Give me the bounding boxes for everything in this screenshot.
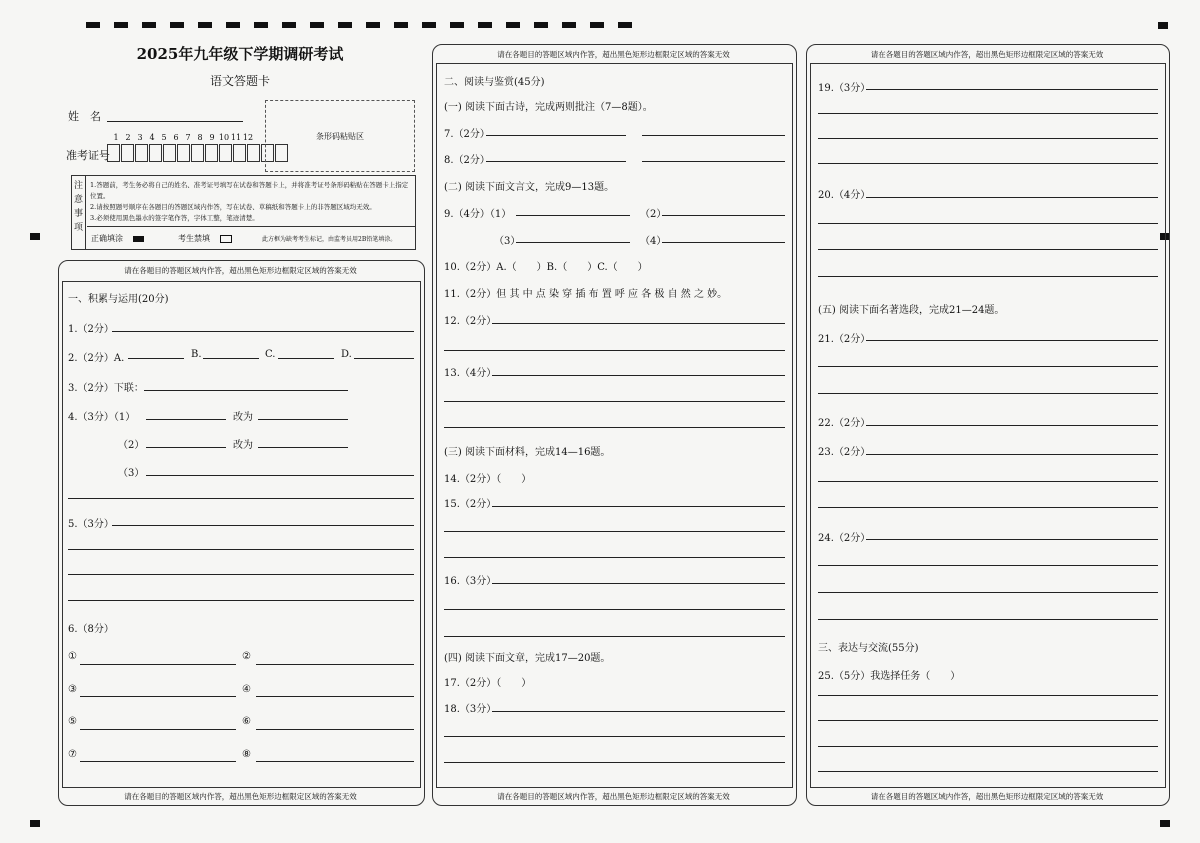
answer-line[interactable] [866, 425, 1158, 426]
answer-line[interactable] [146, 419, 226, 420]
question-label: 12.（2分） [444, 316, 497, 327]
answer-line[interactable] [144, 390, 348, 391]
corner-mark [1160, 820, 1170, 827]
change-label: 改为 [233, 412, 253, 423]
answer-line[interactable] [444, 736, 785, 737]
option-label: D. [341, 349, 352, 360]
answer-line[interactable] [818, 366, 1158, 367]
question-label: 2.（2分）A. [68, 353, 125, 364]
answer-line[interactable] [146, 447, 226, 448]
answer-line[interactable] [492, 583, 785, 584]
answer-line[interactable] [444, 636, 785, 637]
answer-line[interactable] [444, 531, 785, 532]
question-label: 24.（2分） [818, 533, 871, 544]
answer-line[interactable] [818, 565, 1158, 566]
answer-line[interactable] [80, 696, 236, 697]
answer-line[interactable] [662, 242, 785, 243]
question-label: 11.（2分）但 其 中 点 染 穿 插 布 置 呼 应 各 极 自 然 之 妙。 [444, 289, 728, 300]
answer-line[interactable] [866, 454, 1158, 455]
question-label: （4） [640, 236, 667, 247]
answer-line[interactable] [642, 135, 785, 136]
section-title: 三、表达与交流(55分) [818, 643, 919, 654]
panel-caption: 请在各题目的答题区域内作答，超出黑色矩形边框限定区域的答案无效 [497, 50, 730, 59]
panel-caption: 请在各题目的答题区域内作答，超出黑色矩形边框限定区域的答案无效 [497, 792, 730, 801]
panel-caption: 请在各题目的答题区域内作答，超出黑色矩形边框限定区域的答案无效 [124, 792, 357, 801]
question-label: 16.（3分） [444, 576, 497, 587]
answer-line[interactable] [818, 481, 1158, 482]
question-label: 19.（3分） [818, 83, 871, 94]
answer-line[interactable] [80, 761, 236, 762]
subsection-title: (四) 阅读下面文章，完成17—20题。 [444, 653, 611, 664]
answer-line[interactable] [486, 161, 626, 162]
answer-line[interactable] [112, 331, 414, 332]
answer-line[interactable] [444, 401, 785, 402]
blank-number: ⑧ [242, 749, 251, 760]
subsection-title: (一) 阅读下面古诗，完成两则批注（7—8题）。 [444, 102, 653, 113]
card-subtitle: 语文答题卡 [209, 74, 270, 88]
answer-line[interactable] [68, 574, 414, 575]
answer-line[interactable] [866, 197, 1158, 198]
panel-caption: 请在各题目的答题区域内作答，超出黑色矩形边框限定区域的答案无效 [870, 50, 1104, 59]
answer-line[interactable] [516, 242, 630, 243]
answer-line[interactable] [818, 507, 1158, 508]
question-label: 17.（2分）（ ） [444, 678, 532, 689]
fill-example: 正确填涂 考生禁填 此方框为缺考考生标记，由监考员用2B铅笔填涂。 [87, 226, 415, 250]
option-label: C. [265, 349, 276, 360]
answer-line[interactable] [818, 276, 1158, 277]
answer-line[interactable] [203, 358, 259, 359]
answer-line[interactable] [866, 539, 1158, 540]
answer-line[interactable] [818, 138, 1158, 139]
absent-checkbox[interactable] [220, 235, 232, 243]
answer-line[interactable] [642, 161, 785, 162]
question-label: 7.（2分） [444, 129, 490, 140]
exam-number-boxes[interactable] [107, 144, 289, 162]
answer-line[interactable] [818, 163, 1158, 164]
question-label: 8.（2分） [444, 155, 490, 166]
question-label: （2） [640, 209, 667, 220]
question-label: 4.（3分）（1） [68, 412, 136, 423]
answer-line[interactable] [818, 695, 1158, 696]
question-label: （2） [118, 440, 145, 451]
answer-line[interactable] [492, 506, 785, 507]
subsection-title: (二) 阅读下面文言文，完成9—13题。 [444, 182, 615, 193]
answer-line[interactable] [258, 419, 348, 420]
option-label: B. [191, 349, 202, 360]
answer-line[interactable] [128, 358, 184, 359]
answer-line[interactable] [818, 619, 1158, 620]
answer-line[interactable] [68, 498, 414, 499]
subsection-title: (三) 阅读下面材料，完成14—16题。 [444, 447, 611, 458]
answer-line[interactable] [818, 592, 1158, 593]
answer-line[interactable] [256, 664, 414, 665]
answer-line[interactable] [818, 771, 1158, 772]
answer-line[interactable] [112, 525, 414, 526]
question-label: 21.（2分） [818, 334, 871, 345]
question-label: 5.（3分） [68, 519, 114, 530]
blank-number: ⑦ [68, 749, 77, 760]
answer-line[interactable] [866, 89, 1158, 90]
question-label: 23.（2分） [818, 447, 871, 458]
change-label: 改为 [233, 440, 253, 451]
panel-caption: 请在各题目的答题区域内作答，超出黑色矩形边框限定区域的答案无效 [870, 792, 1104, 801]
digit-header: 1 2 3 4 5 6 7 8 9 10 11 12 [113, 133, 254, 142]
answer-line[interactable] [444, 609, 785, 610]
question-label: 10.（2分）A.（ ）B.（ ）C.（ ） [444, 262, 648, 273]
section-title: 一、积累与运用(20分) [68, 294, 169, 305]
blank-number: ④ [242, 684, 251, 695]
answer-line[interactable] [444, 427, 785, 428]
answer-line[interactable] [818, 249, 1158, 250]
answer-line[interactable] [818, 113, 1158, 114]
exam-number-label: 准考证号 [66, 149, 110, 162]
notice-rules: 1.答题前，考生务必将自己的姓名、准考证号填写在试卷和答题卡上，并将准考证号条形码粘贴在答题卡上指定位置。 2.请按照题号顺序在各题目的答题区域内作答，写在试卷、草稿纸和答题卡上的非答题区域均无效。 3.必须使用黑色墨水的签字笔作答，字体工整，笔迹清楚。 [90, 181, 409, 222]
blank-number: ⑥ [242, 716, 251, 727]
filled-bar-icon [133, 236, 144, 242]
answer-line[interactable] [444, 350, 785, 351]
answer-line[interactable] [866, 340, 1158, 341]
answer-line[interactable] [354, 358, 414, 359]
answer-line[interactable] [818, 746, 1158, 747]
notice-box [71, 175, 416, 250]
answer-line[interactable] [68, 600, 414, 601]
question-label: 3.（2分）下联： [68, 383, 144, 394]
answer-line[interactable] [444, 557, 785, 558]
answer-line[interactable] [662, 215, 785, 216]
blank-number: ① [68, 651, 77, 662]
answer-line[interactable] [256, 761, 414, 762]
question-label: 6.（8分） [68, 624, 114, 635]
question-label: 20.（4分） [818, 190, 871, 201]
corner-mark [1158, 22, 1168, 29]
answer-line[interactable] [818, 393, 1158, 394]
blank-number: ③ [68, 684, 77, 695]
answer-line[interactable] [516, 215, 630, 216]
barcode-area: 条形码粘贴区 [265, 100, 415, 172]
notice-side-label: 注意事项 [72, 176, 86, 249]
answer-line[interactable] [80, 729, 236, 730]
answer-line[interactable] [256, 696, 414, 697]
name-label: 姓 名 [68, 110, 101, 123]
blank-number: ② [242, 651, 251, 662]
question-label: 14.（2分）（ ） [444, 474, 532, 485]
question-label: （3） [118, 468, 145, 479]
blank-number: ⑤ [68, 716, 77, 727]
answer-line[interactable] [278, 358, 334, 359]
question-label: 1.（2分） [68, 324, 114, 335]
question-label: 18.（3分） [444, 704, 497, 715]
question-label: 25.（5分）我选择任务（ ） [818, 671, 961, 682]
section-title: 二、阅读与鉴赏(45分) [444, 77, 545, 88]
question-label: 9.（4分）（1） [444, 209, 512, 220]
answer-line[interactable] [492, 711, 785, 712]
panel-caption: 请在各题目的答题区域内作答，超出黑色矩形边框限定区域的答案无效 [124, 266, 357, 275]
answer-line[interactable] [444, 762, 785, 763]
answer-line[interactable] [258, 447, 348, 448]
timing-marks [86, 22, 632, 28]
exam-title: 2025年九年级下学期调研考试 [136, 45, 344, 63]
answer-line[interactable] [146, 475, 414, 476]
question-label: 22.（2分） [818, 418, 871, 429]
corner-mark [30, 820, 40, 827]
corner-mark [30, 233, 40, 240]
answer-line[interactable] [818, 720, 1158, 721]
answer-line[interactable] [492, 323, 785, 324]
name-field[interactable] [107, 121, 243, 122]
subsection-title: (五) 阅读下面名著选段，完成21—24题。 [818, 305, 1005, 316]
answer-line[interactable] [256, 729, 414, 730]
question-label: 13.（4分） [444, 368, 497, 379]
answer-line[interactable] [80, 664, 236, 665]
question-label: 15.（2分） [444, 499, 497, 510]
answer-line[interactable] [492, 375, 785, 376]
answer-line[interactable] [818, 223, 1158, 224]
question-label: （3） [494, 236, 521, 247]
answer-line[interactable] [68, 549, 414, 550]
answer-line[interactable] [486, 135, 626, 136]
